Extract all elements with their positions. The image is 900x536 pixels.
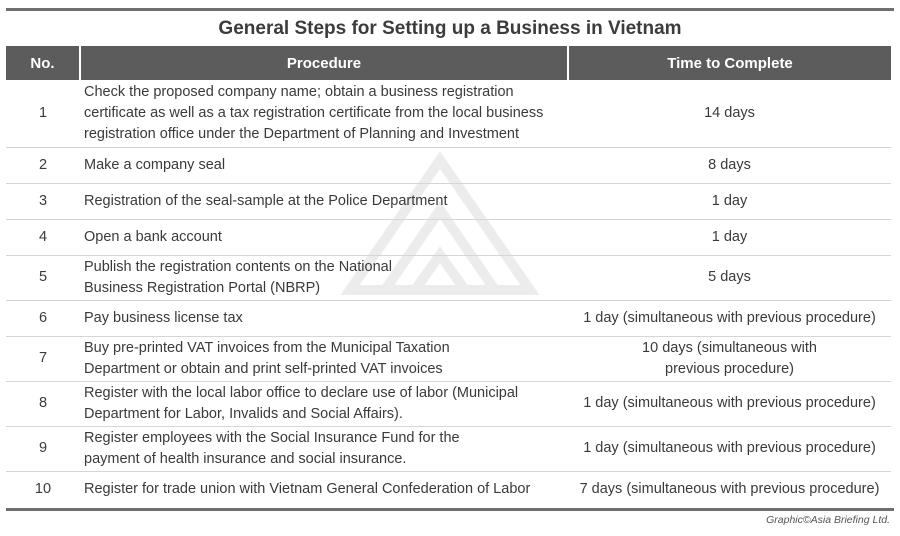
credit-text: Graphic©Asia Briefing Ltd.: [766, 514, 890, 526]
row-time: 1 day (simultaneous with previous procedure): [568, 426, 891, 471]
row-number: 9: [6, 426, 80, 471]
table-row: [6, 147, 891, 183]
row-number: 2: [6, 147, 80, 183]
row-time: 1 day (simultaneous with previous procedure): [568, 381, 891, 426]
table-row: [6, 255, 891, 300]
row-number: 8: [6, 381, 80, 426]
row-number: 1: [6, 80, 80, 147]
row-number: 10: [34, 480, 52, 497]
table-row: [6, 471, 891, 507]
row-number: 4: [6, 219, 80, 255]
row-time: 1 day (simultaneous with previous procedure): [568, 300, 891, 336]
row-number: 5: [6, 255, 80, 300]
row-procedure: Check the proposed company name; obtain a business registration certificate as well as a tax registration certificate from the local business registration office under the Department of Planning and Investment: [80, 80, 568, 147]
top-rule: [6, 8, 894, 11]
row-procedure: Register for trade union with Vietnam General Confederation of Labor: [84, 480, 531, 497]
header-procedure: Procedure: [80, 46, 568, 80]
row-procedure: Registration of the seal-sample at the Police Department: [80, 183, 568, 219]
table-row: [6, 336, 891, 381]
row-procedure: Buy pre-printed VAT invoices from the Municipal Taxation Department or obtain and print self-printed VAT invoices: [80, 336, 568, 381]
row-procedure: Make a company seal: [80, 147, 568, 183]
table-row: [6, 183, 891, 219]
row-time: 1 day: [568, 183, 891, 219]
table-header-row: [6, 46, 891, 80]
row-procedure: Register with the local labor office to declare use of labor (Municipal Department for Labor, Invalids and Social Affairs).: [80, 381, 568, 426]
page-title: General Steps for Setting up a Business in Vietnam: [218, 18, 682, 39]
table-row: [6, 381, 891, 426]
row-time: 8 days: [568, 147, 891, 183]
row-time: 7 days (simultaneous with previous procedure): [579, 480, 880, 497]
row-time: 14 days: [568, 80, 891, 147]
bottom-rule: [6, 508, 894, 511]
row-number: 6: [6, 300, 80, 336]
table-row: [6, 219, 891, 255]
header-no: No.: [6, 46, 80, 80]
row-procedure: Register employees with the Social Insurance Fund for the payment of health insurance and social insurance.: [80, 426, 568, 471]
steps-table: [6, 46, 891, 507]
row-procedure: Publish the registration contents on the National Business Registration Portal (NBRP): [80, 255, 568, 300]
row-number: 7: [6, 336, 80, 381]
row-number: 3: [6, 183, 80, 219]
row-time: 1 day: [568, 219, 891, 255]
table-row: [6, 300, 891, 336]
row-time: 10 days (simultaneous with previous procedure): [568, 336, 891, 381]
row-procedure: Pay business license tax: [80, 300, 568, 336]
row-procedure: Open a bank account: [80, 219, 568, 255]
table-row: [6, 426, 891, 471]
table-row: [6, 80, 891, 147]
row-time: 5 days: [568, 255, 891, 300]
header-time: Time to Complete: [568, 46, 891, 80]
